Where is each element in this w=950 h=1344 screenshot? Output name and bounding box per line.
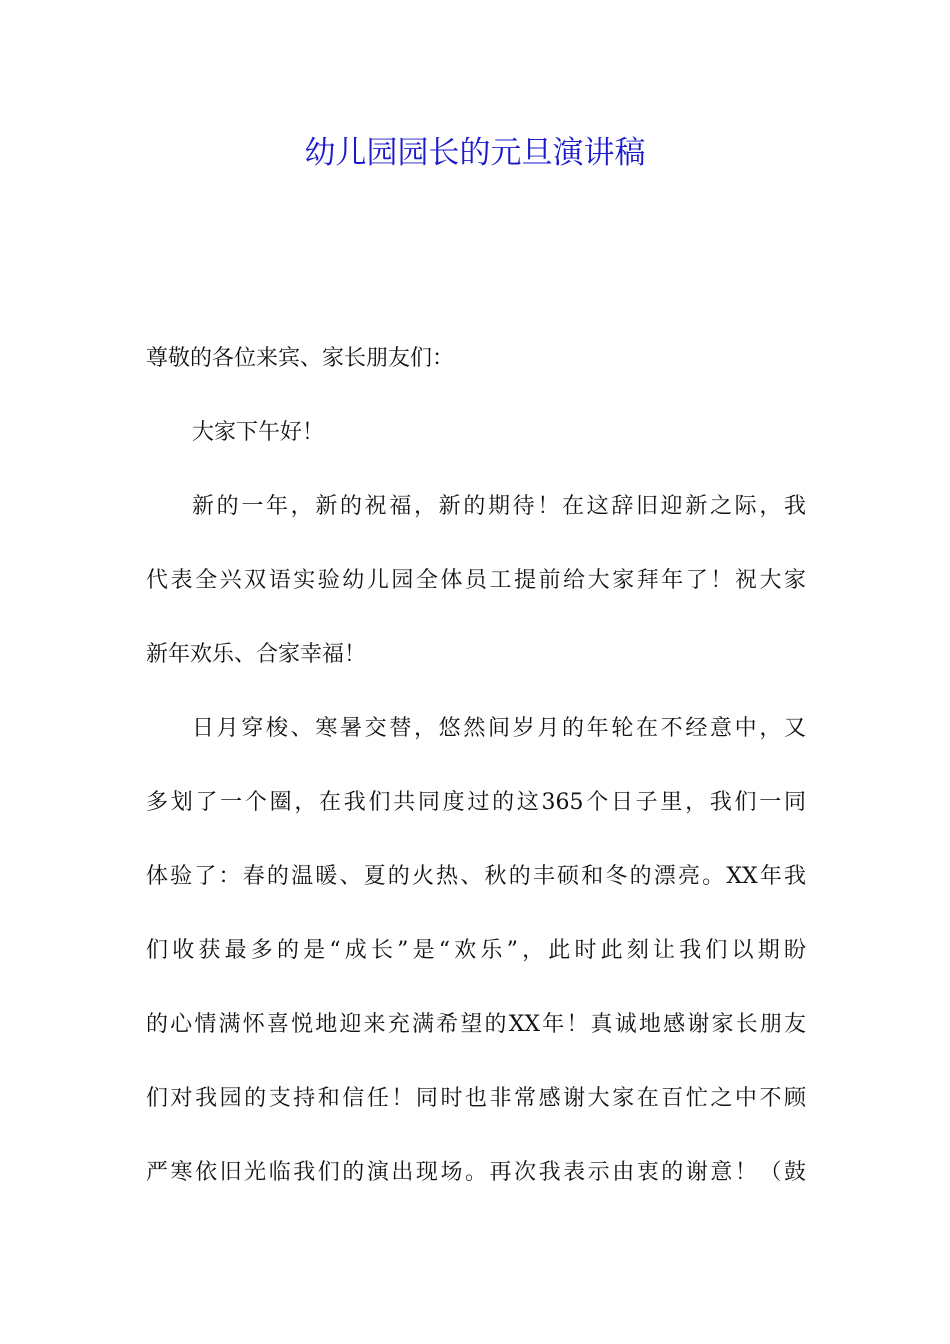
paragraph-line: 严寒依旧光临我们的演出现场。再次我表示由衷的谢意！（鼓 [146,1160,806,1185]
greeting-line: 大家下午好！ [192,420,325,445]
document-title: 幼儿园园长的元旦演讲稿 [304,135,646,171]
paragraph-line: 的心情满怀喜悦地迎来充满希望的XX年！真诚地感谢家长朋友 [146,1012,806,1037]
paragraph-line: 代表全兴双语实验幼儿园全体员工提前给大家拜年了！祝大家 [146,568,806,593]
paragraph-line: 多划了一个圈，在我们共同度过的这365个日子里，我们一同 [146,790,806,815]
paragraph-line: 日月穿梭、寒暑交替，悠然间岁月的年轮在不经意中，又 [192,716,806,741]
document-body [146,334,806,1222]
paragraph-line: 们对我园的支持和信任！同时也非常感谢大家在百忙之中不顾 [146,1086,806,1111]
paragraph-line: 新年欢乐、合家幸福！ [146,642,367,667]
paragraph-line: 们收获最多的是“成长”是“欢乐”，此时此刻让我们以期盼 [146,938,806,963]
paragraph-line: 体验了：春的温暖、夏的火热、秋的丰硕和冬的漂亮。XX年我 [146,864,806,889]
paragraph-line: 新的一年，新的祝福，新的期待！在这辞旧迎新之际，我 [192,494,806,519]
salutation-line: 尊敬的各位来宾、家长朋友们： [146,346,455,371]
